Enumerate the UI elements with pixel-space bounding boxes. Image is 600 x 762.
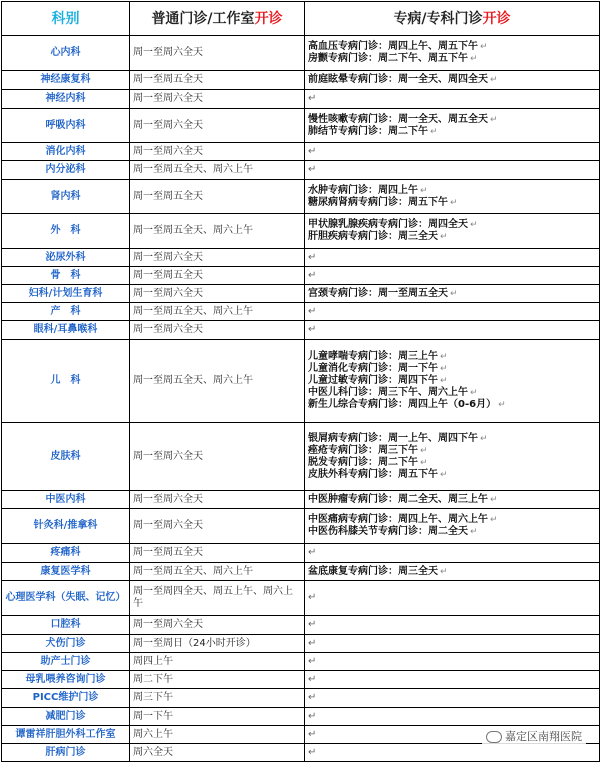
header-general-clinic	[130, 2, 305, 36]
table-row	[2, 36, 600, 71]
department-cell: 疼痛科	[2, 544, 130, 563]
special-clinic-line	[308, 114, 596, 126]
special-clinic-line	[308, 457, 596, 469]
special-clinic-cell	[305, 509, 600, 544]
general-clinic-hours: 周一至周五全天、周六上午	[133, 375, 253, 386]
empty-mark: ↵	[308, 164, 317, 175]
special-clinic-line	[308, 469, 596, 481]
table-row	[2, 71, 600, 90]
special-clinic-line	[308, 288, 596, 300]
table-row	[2, 544, 600, 563]
table-row	[2, 161, 600, 180]
special-clinic-cell	[305, 143, 600, 161]
general-clinic-cell	[130, 509, 305, 544]
table-row	[2, 340, 600, 423]
department-cell: 犬伤门诊	[2, 635, 130, 653]
special-clinic-line	[308, 514, 596, 526]
department-cell: 神经康复科	[2, 71, 130, 90]
general-clinic-cell	[130, 616, 305, 635]
general-clinic-cell	[130, 726, 305, 744]
department-cell: 中医内科	[2, 491, 130, 509]
special-clinic-cell	[305, 285, 600, 303]
special-clinic-text: 甲状腺乳腺疾病专病门诊：周四全天	[308, 219, 468, 230]
general-clinic-cell	[130, 143, 305, 161]
general-clinic-hours: 周一至周六全天	[133, 145, 203, 157]
general-clinic-cell	[130, 321, 305, 340]
special-clinic-line	[308, 526, 596, 538]
department-cell: 助产士门诊	[2, 653, 130, 671]
special-clinic-text: 中医肿瘤专病门诊：周二全天、周三上午	[308, 493, 488, 505]
department-cell: 康复医学科	[2, 563, 130, 581]
special-clinic-text: 水肿专病门诊：周四上午	[308, 184, 418, 196]
special-clinic-cell	[305, 249, 600, 267]
wechat-icon	[486, 731, 502, 743]
general-clinic-cell	[130, 671, 305, 689]
general-clinic-hours: 周一至周日（24小时开诊）	[133, 637, 256, 649]
special-clinic-text: 肺结节专病门诊：周二下午	[308, 125, 428, 137]
special-clinic-text: 儿童哮喘专病门诊：周三上午	[308, 351, 438, 362]
department-cell: 心理医学科（失眠、记忆）	[2, 581, 130, 616]
line-break-mark: ↵	[470, 527, 478, 537]
table-body	[2, 36, 600, 762]
empty-mark: ↵	[308, 619, 317, 630]
special-clinic-text: 新生儿综合专病门诊：周四上午（0-6月）	[308, 399, 497, 410]
special-clinic-cell	[305, 180, 600, 214]
special-clinic-text: 肝胆疾病专病门诊：周三全天	[308, 231, 438, 242]
empty-mark: ↵	[308, 592, 317, 603]
department-cell: PICC维护门诊	[2, 689, 130, 708]
special-clinic-cell	[305, 71, 600, 90]
department-cell: 母乳喂养咨询门诊	[2, 671, 130, 689]
clinic-schedule-table	[1, 1, 600, 762]
table-row	[2, 143, 600, 161]
special-clinic-line	[308, 41, 596, 53]
empty-mark: ↵	[308, 145, 317, 157]
line-break-mark: ↵	[450, 288, 458, 299]
table-row	[2, 214, 600, 249]
empty-mark: ↵	[308, 305, 317, 317]
special-clinic-line	[308, 53, 596, 65]
general-clinic-cell	[130, 423, 305, 491]
watermark	[482, 727, 586, 745]
general-clinic-hours: 周一至周五全天、周六上午	[133, 164, 253, 175]
special-clinic-cell	[305, 340, 600, 423]
department-cell: 产 科	[2, 303, 130, 321]
department-cell: 口腔科	[2, 616, 130, 635]
general-clinic-cell	[130, 180, 305, 214]
special-clinic-cell	[305, 491, 600, 509]
line-break-mark: ↵	[490, 515, 498, 525]
line-break-mark: ↵	[450, 197, 458, 208]
general-clinic-hours: 周四上午	[133, 655, 173, 667]
header-special-prefix: 专病/专科门诊	[393, 10, 483, 27]
table-row	[2, 321, 600, 340]
empty-mark: ↵	[308, 324, 317, 335]
general-clinic-hours: 周一至周五全天、周六上午	[133, 225, 253, 236]
line-break-mark: ↵	[440, 364, 448, 374]
special-clinic-text: 中医伤科膝关节专病门诊：周二全天	[308, 526, 468, 537]
line-break-mark: ↵	[420, 457, 428, 468]
special-clinic-line	[308, 363, 596, 375]
table-row	[2, 303, 600, 321]
general-clinic-cell	[130, 340, 305, 423]
special-clinic-line	[308, 231, 596, 243]
special-clinic-line	[308, 197, 596, 209]
table-row	[2, 285, 600, 303]
special-clinic-line	[308, 219, 596, 231]
general-clinic-hours: 周一至周六全天	[133, 324, 203, 335]
general-clinic-hours: 周一至周六全天	[133, 520, 203, 531]
empty-mark: ↵	[308, 269, 317, 281]
special-clinic-cell	[305, 581, 600, 616]
table-row	[2, 249, 600, 267]
special-clinic-text: 房颤专病门诊：周二下午、周五下午	[308, 53, 468, 64]
general-clinic-cell	[130, 249, 305, 267]
special-clinic-cell	[305, 90, 600, 109]
department-cell: 外 科	[2, 214, 130, 249]
general-clinic-cell	[130, 71, 305, 90]
line-break-mark: ↵	[440, 469, 448, 480]
special-clinic-text: 慢性咳嗽专病门诊：周一全天、周五全天	[308, 113, 488, 125]
special-clinic-text: 盆底康复专病门诊：周三全天	[308, 565, 438, 577]
general-clinic-hours: 周六上午	[133, 728, 173, 740]
general-clinic-hours: 周一至周六全天	[133, 619, 203, 630]
line-break-mark: ↵	[490, 494, 498, 505]
special-clinic-line	[308, 351, 596, 363]
table-row	[2, 109, 600, 143]
line-break-mark: ↵	[498, 400, 506, 410]
general-clinic-hours: 周一至周六全天	[133, 47, 203, 58]
department-cell: 呼吸内科	[2, 109, 130, 143]
special-clinic-text: 高血压专病门诊：周四上午、周五下午	[308, 41, 478, 52]
general-clinic-hours: 周一至周六全天	[133, 93, 203, 104]
empty-mark: ↵	[308, 655, 317, 667]
empty-mark: ↵	[308, 728, 317, 740]
general-clinic-cell	[130, 689, 305, 708]
line-break-mark: ↵	[430, 126, 438, 137]
special-clinic-cell	[305, 544, 600, 563]
line-break-mark: ↵	[470, 54, 478, 64]
table-row	[2, 653, 600, 671]
special-clinic-cell	[305, 214, 600, 249]
special-clinic-text: 儿童过敏专病门诊：周四下午	[308, 375, 438, 386]
general-clinic-hours: 周一至周五全天	[133, 74, 203, 85]
empty-mark: ↵	[308, 637, 317, 649]
special-clinic-line	[308, 494, 596, 506]
special-clinic-text: 痤疮专病门诊：周三下午	[308, 444, 418, 456]
department-cell: 皮肤科	[2, 423, 130, 491]
general-clinic-hours: 周二下午	[133, 673, 173, 685]
header-general-prefix: 普通门诊/工作室	[151, 10, 255, 27]
department-cell: 神经内科	[2, 90, 130, 109]
special-clinic-cell	[305, 653, 600, 671]
table-row	[2, 509, 600, 544]
line-break-mark: ↵	[420, 185, 428, 196]
general-clinic-cell	[130, 303, 305, 321]
general-clinic-cell	[130, 708, 305, 726]
general-clinic-hours: 周一至周六全天	[133, 493, 203, 505]
special-clinic-cell	[305, 303, 600, 321]
line-break-mark: ↵	[480, 42, 488, 52]
header-general-suffix: 开诊	[254, 10, 283, 27]
special-clinic-text: 皮肤外科专病门诊：周五下午	[308, 468, 438, 480]
table-header-row	[2, 2, 600, 36]
department-cell: 骨 科	[2, 267, 130, 285]
empty-mark: ↵	[308, 746, 317, 758]
line-break-mark: ↵	[490, 114, 498, 125]
special-clinic-line	[308, 566, 596, 578]
general-clinic-hours: 周一至周五全天	[133, 547, 203, 558]
special-clinic-text: 前庭眩晕专病门诊：周一全天、周四全天	[308, 74, 488, 85]
special-clinic-cell	[305, 616, 600, 635]
general-clinic-cell	[130, 653, 305, 671]
general-clinic-cell	[130, 90, 305, 109]
department-cell: 肾内科	[2, 180, 130, 214]
special-clinic-cell	[305, 563, 600, 581]
general-clinic-cell	[130, 109, 305, 143]
special-clinic-text: 银屑病专病门诊：周一上午、周四下午	[308, 432, 478, 444]
special-clinic-text: 儿童消化专病门诊：周一下午	[308, 363, 438, 374]
special-clinic-text: 中医痛病专病门诊：周四上午、周六上午	[308, 514, 488, 525]
table-row	[2, 423, 600, 491]
table-row	[2, 180, 600, 214]
special-clinic-cell	[305, 671, 600, 689]
general-clinic-cell	[130, 581, 305, 616]
table-row	[2, 744, 600, 762]
department-cell: 内分泌科	[2, 161, 130, 180]
general-clinic-hours: 周一至周五全天、周六上午	[133, 565, 253, 577]
general-clinic-hours: 周六全天	[133, 746, 173, 758]
empty-mark: ↵	[308, 710, 317, 722]
table-row	[2, 267, 600, 285]
special-clinic-cell	[305, 267, 600, 285]
line-break-mark: ↵	[490, 75, 498, 85]
general-clinic-hours: 周一至周六全天	[133, 450, 203, 462]
special-clinic-cell	[305, 744, 600, 762]
table-row	[2, 491, 600, 509]
general-clinic-cell	[130, 161, 305, 180]
special-clinic-line	[308, 399, 596, 411]
line-break-mark: ↵	[420, 445, 428, 456]
table-row	[2, 671, 600, 689]
department-cell: 儿 科	[2, 340, 130, 423]
general-clinic-cell	[130, 267, 305, 285]
special-clinic-text: 脱发专病门诊：周二下午	[308, 456, 418, 468]
watermark-text: 嘉定区南翔医院	[505, 730, 582, 743]
general-clinic-hours: 周一下午	[133, 710, 173, 722]
special-clinic-line	[308, 387, 596, 399]
table-row	[2, 616, 600, 635]
header-department: 科别	[2, 2, 130, 36]
table-row	[2, 689, 600, 708]
general-clinic-hours: 周一至周六全天	[133, 287, 203, 299]
special-clinic-cell	[305, 109, 600, 143]
line-break-mark: ↵	[440, 232, 448, 242]
general-clinic-hours: 周一至周五全天	[133, 269, 203, 281]
general-clinic-hours: 周一至周四全天、周五上午、周六上午	[133, 586, 293, 609]
table-row	[2, 90, 600, 109]
department-cell: 泌尿外科	[2, 249, 130, 267]
table-row	[2, 635, 600, 653]
special-clinic-text: 中医儿科门诊：周三下午、周六上午	[308, 387, 468, 398]
special-clinic-line	[308, 375, 596, 387]
special-clinic-line	[308, 185, 596, 197]
general-clinic-cell	[130, 544, 305, 563]
header-special-clinic	[305, 2, 600, 36]
line-break-mark: ↵	[480, 433, 488, 444]
line-break-mark: ↵	[440, 566, 448, 577]
special-clinic-text: 糖尿病肾病专病门诊：周五下午	[308, 196, 448, 208]
line-break-mark: ↵	[470, 220, 478, 230]
special-clinic-cell	[305, 321, 600, 340]
general-clinic-hours: 周三下午	[133, 692, 173, 703]
department-cell: 减肥门诊	[2, 708, 130, 726]
general-clinic-hours: 周一至周五全天、周六上午	[133, 305, 253, 317]
general-clinic-cell	[130, 635, 305, 653]
line-break-mark: ↵	[470, 388, 478, 398]
general-clinic-hours: 周一至周五全天	[133, 190, 203, 202]
department-cell: 谭雷祥肝胆外科工作室	[2, 726, 130, 744]
department-cell: 消化内科	[2, 143, 130, 161]
special-clinic-text: 宫颈专病门诊：周一至周五全天	[308, 287, 448, 299]
empty-mark: ↵	[308, 547, 317, 558]
special-clinic-cell	[305, 689, 600, 708]
special-clinic-cell	[305, 36, 600, 71]
general-clinic-cell	[130, 214, 305, 249]
general-clinic-hours: 周一至周六全天	[133, 251, 203, 263]
general-clinic-cell	[130, 285, 305, 303]
special-clinic-line	[308, 445, 596, 457]
table-row	[2, 708, 600, 726]
table-row	[2, 563, 600, 581]
header-special-suffix: 开诊	[482, 10, 511, 27]
department-cell: 肝病门诊	[2, 744, 130, 762]
special-clinic-line	[308, 74, 596, 86]
special-clinic-line	[308, 433, 596, 445]
empty-mark: ↵	[308, 673, 317, 685]
table-row	[2, 581, 600, 616]
line-break-mark: ↵	[440, 376, 448, 386]
general-clinic-hours: 周一至周六全天	[133, 119, 203, 131]
department-cell: 针灸科/推拿科	[2, 509, 130, 544]
special-clinic-cell	[305, 423, 600, 491]
department-cell: 妇科/计划生育科	[2, 285, 130, 303]
special-clinic-cell	[305, 635, 600, 653]
empty-mark: ↵	[308, 93, 317, 104]
general-clinic-cell	[130, 744, 305, 762]
department-cell: 眼科/耳鼻喉科	[2, 321, 130, 340]
special-clinic-line	[308, 126, 596, 138]
special-clinic-cell	[305, 161, 600, 180]
general-clinic-cell	[130, 563, 305, 581]
general-clinic-cell	[130, 36, 305, 71]
empty-mark: ↵	[308, 251, 317, 263]
empty-mark: ↵	[308, 692, 317, 703]
line-break-mark: ↵	[440, 352, 448, 362]
department-cell: 心内科	[2, 36, 130, 71]
general-clinic-cell	[130, 491, 305, 509]
special-clinic-cell	[305, 708, 600, 726]
